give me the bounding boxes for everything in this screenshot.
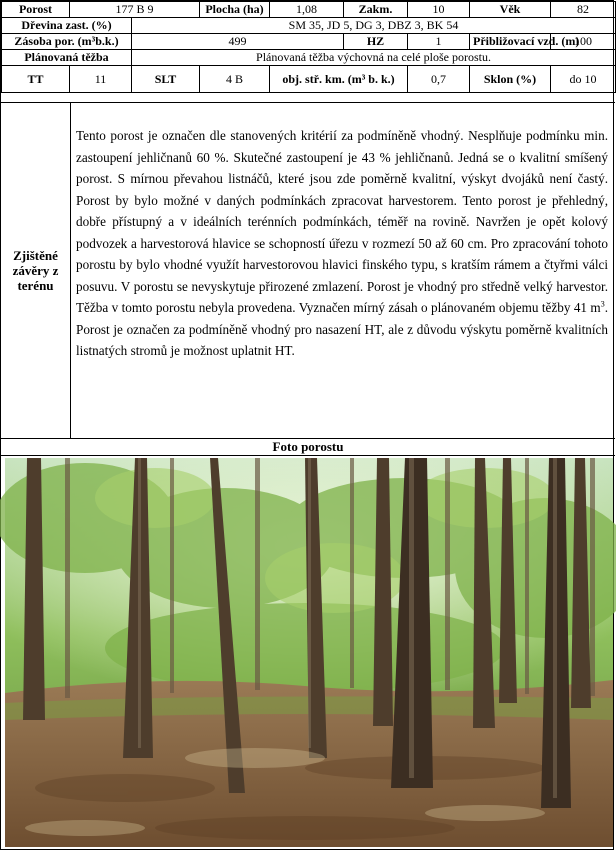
obj-label: obj. stř. km. (m³ b. k.) — [270, 66, 408, 93]
porost-label: Porost — [2, 2, 70, 18]
findings-text-main: Tento porost je označen dle stanovených kritérií za podmíněně vhodný. Nesplňuje podmínku min. zastoupení jehličnanů 60 %. Skutečné zastoupení je 43 % jehličnanů. Jedná se o kvalitní smíšený porost. S mírnou převahou listnáčů, které jsou zde poměrně kvalitní, výskyt dvojáků není častý. Porost by bylo možné v daných podmínkách zpracovat harvestorem. Tento porost je přehledný, dobře přístupný a v ideálních terénních podmínkách, téměř na rovině. Navržen je opět kolový podvozek a harvestorová hlavice se schopností úřezu v rozmezí 50 až 60 cm. Pro zpracování tohoto porostu by bylo vhodné využít harvestorovou hlavici finského typu, s kratším rámem a čtyřmi válci posuvu. V porostu se nevyskytuje přirozené zmlazení. Porost je vhodný pro středně velký harvestor. Těžba v tomto porostu nebyla provedena. Vyznačen mírný zásah o plánovaném objemu těžby 41 m — [76, 128, 608, 315]
hz-label: HZ — [344, 34, 408, 50]
zasoba-value: 499 — [132, 34, 344, 50]
obj-value: 0,7 — [408, 66, 470, 93]
findings-label-cell — [1, 103, 71, 438]
findings-section — [1, 102, 615, 438]
vek-label: Věk — [470, 2, 551, 18]
zakm-value: 10 — [408, 2, 470, 18]
zakm-label: Zakm. — [344, 2, 408, 18]
slt-value: 4 B — [200, 66, 270, 93]
findings-text — [76, 125, 608, 433]
sklon-value: do 10 — [551, 66, 616, 93]
vek-value: 82 — [551, 2, 616, 18]
plocha-value: 1,08 — [270, 2, 344, 18]
drevina-label: Dřevina zast. (%) — [2, 18, 132, 34]
stand-info-table — [1, 1, 616, 93]
forest-photo-illustration — [5, 458, 613, 847]
tezba-value: Plánovaná těžba výchovná na celé ploše porostu. — [132, 50, 616, 66]
tt-label: TT — [2, 66, 70, 93]
findings-text-end: . Porost je označen za podmíněně vhodný pro nasazení HT, ale z důvodu výskytu poměrně kvalitních listnatých stromů je možnost uplatnit HT. — [76, 300, 608, 358]
stand-photo — [5, 458, 613, 847]
tezba-label: Plánovaná těžba — [2, 50, 132, 66]
drevina-value: SM 35, JD 5, DG 3, DBZ 3, BK 54 — [132, 18, 616, 34]
photo-header: Foto porostu — [1, 438, 615, 456]
findings-text-sup: 3 — [600, 299, 605, 309]
sklon-label: Sklon (%) — [470, 66, 551, 93]
slt-label: SLT — [132, 66, 200, 93]
zasoba-label: Zásoba por. (m³b.k.) — [2, 34, 132, 50]
porost-value: 177 B 9 — [70, 2, 200, 18]
vzd-value: 100 — [551, 34, 616, 50]
hz-value: 1 — [408, 34, 470, 50]
plocha-label: Plocha (ha) — [200, 2, 270, 18]
tt-value: 11 — [70, 66, 132, 93]
vzd-label: Přibližovací vzd. (m) — [470, 34, 551, 50]
findings-label: Zjištěné závěry z terénu — [12, 248, 59, 293]
